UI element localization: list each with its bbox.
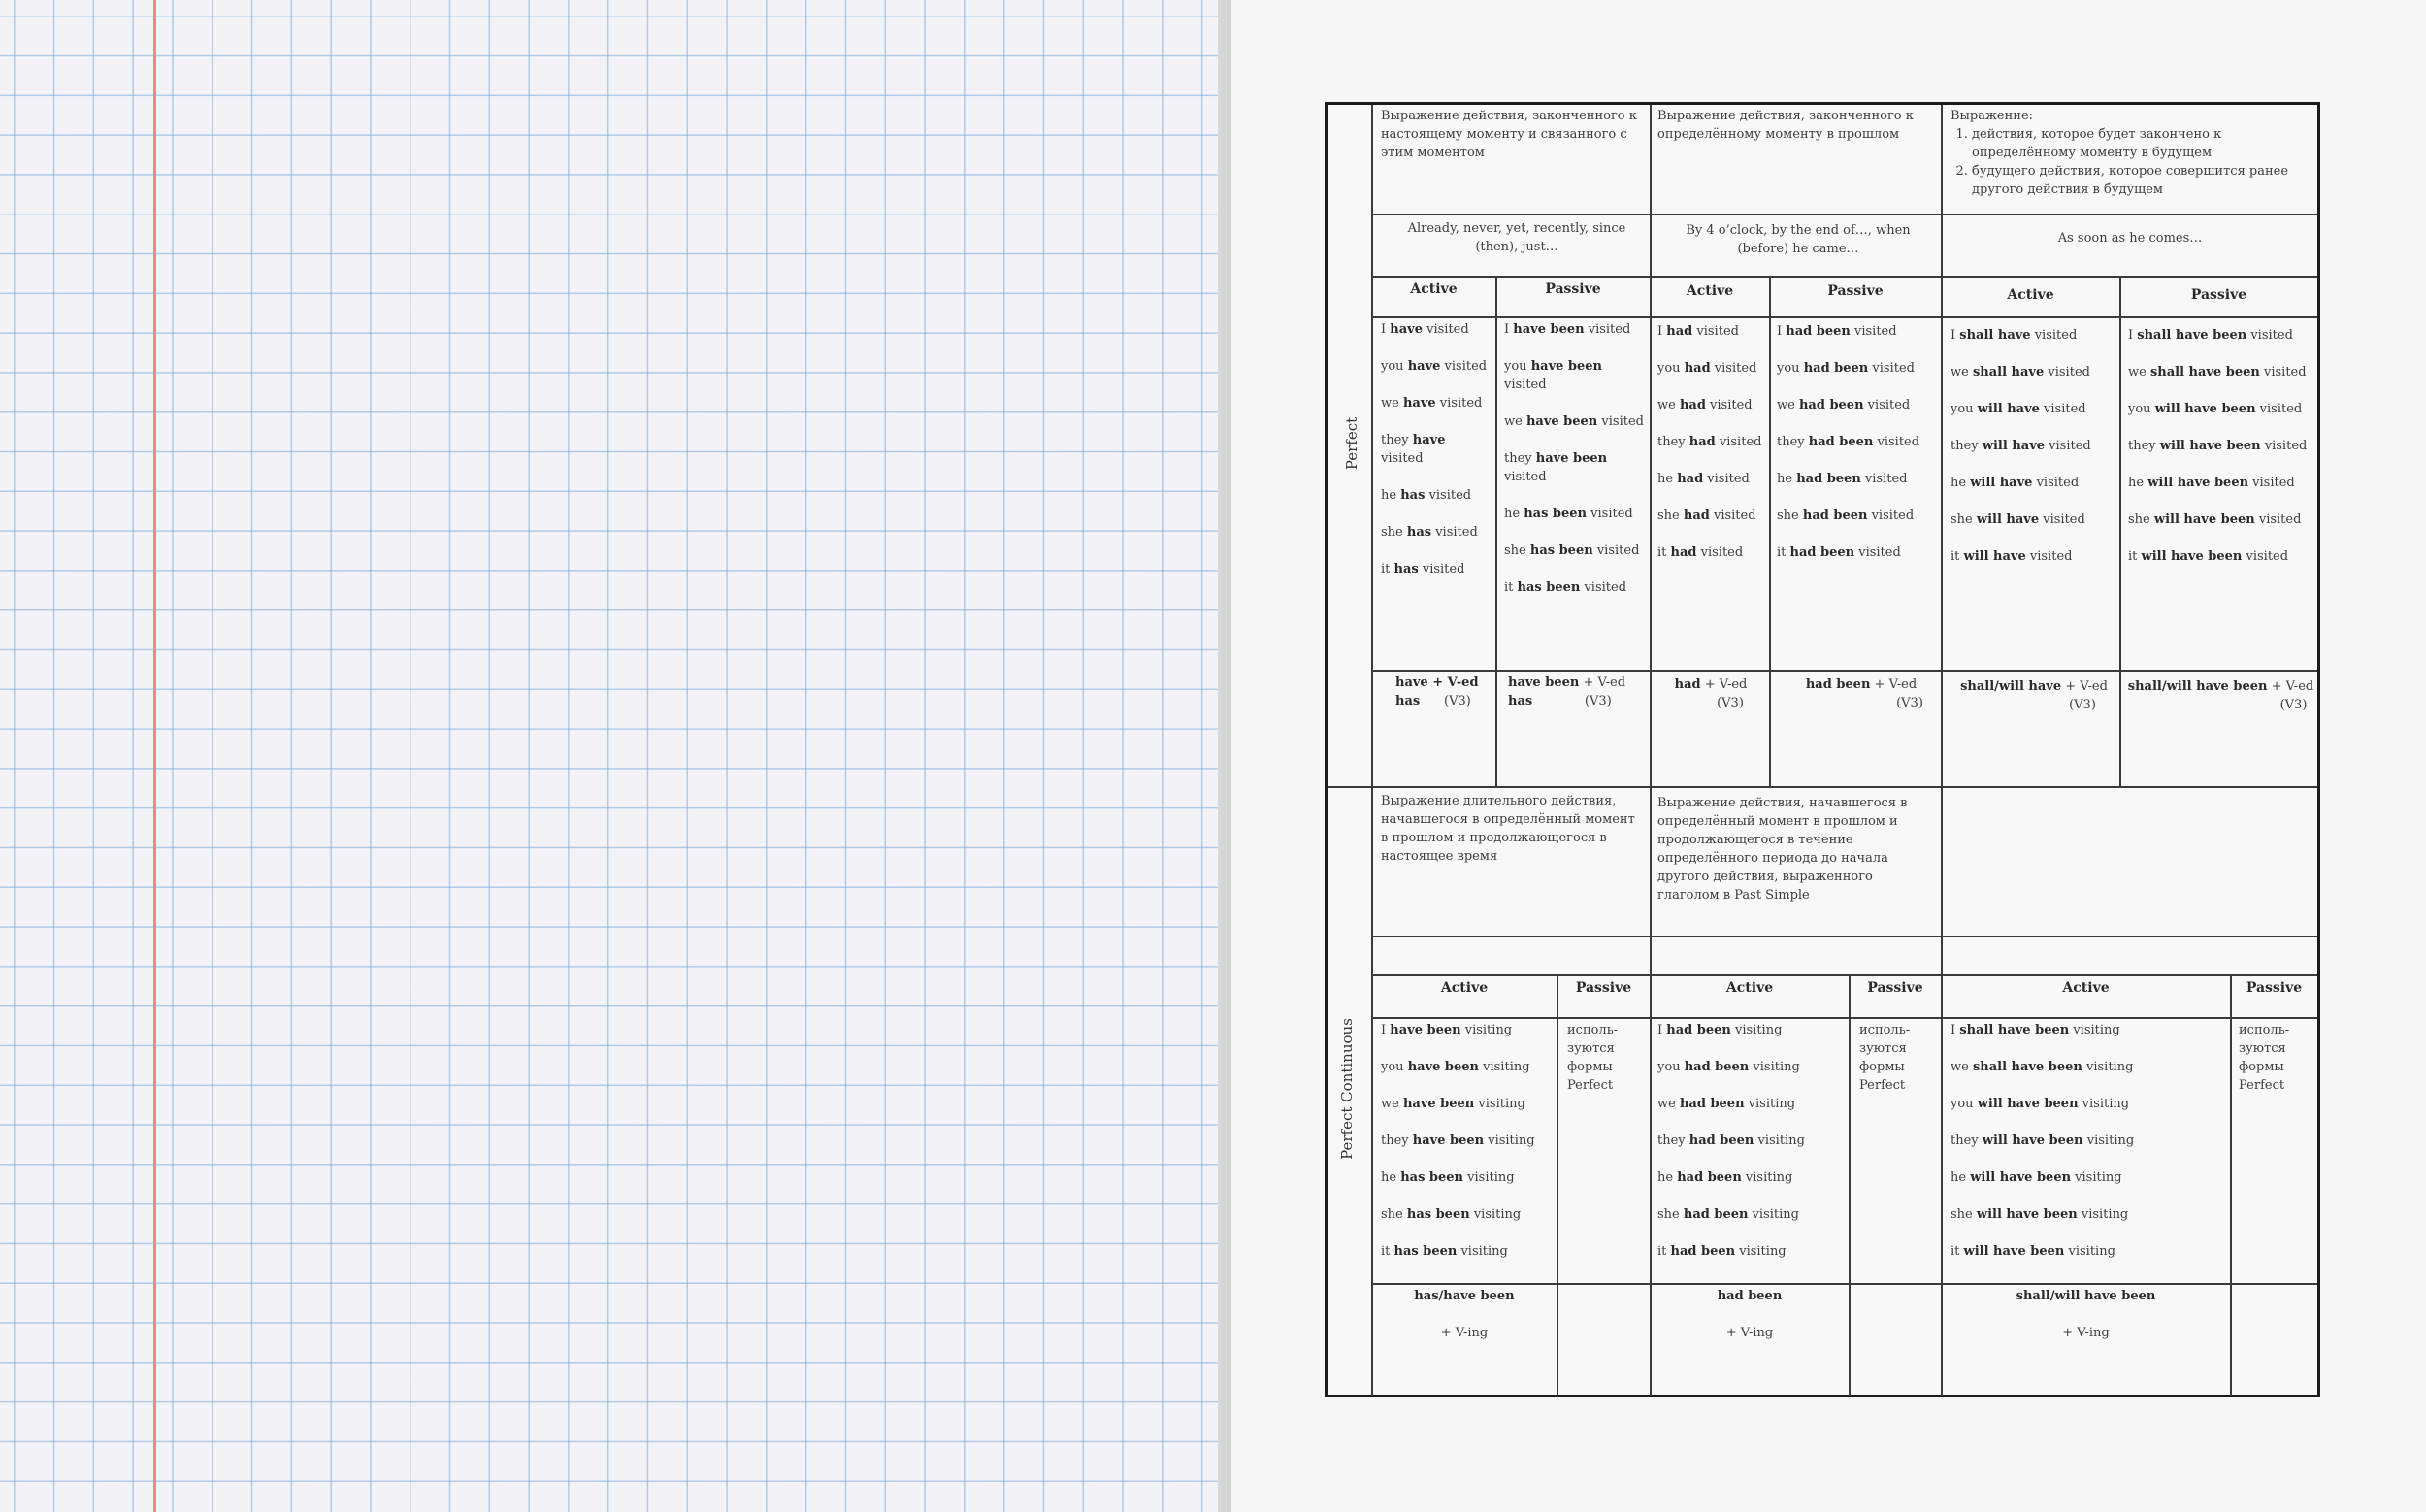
conjugation-row: they will have visited [1951, 439, 2091, 453]
perfect-past-markers: By 4 o’clock, by the end of…, when (before) he came… [1686, 223, 1911, 256]
conjugation-row: you have been visited [1504, 359, 1602, 392]
formula-line: (V3) [1717, 696, 1744, 710]
formula-line: (V3) [2069, 698, 2096, 712]
conjugation-row: it had been visiting [1657, 1244, 1787, 1259]
conjugation-row: I shall have been visiting [1951, 1023, 2120, 1037]
conjugation-row: it will have been visiting [1951, 1244, 2115, 1259]
conjugation-row: she had been visiting [1657, 1207, 1799, 1222]
continuous-future-formula [1942, 1287, 2230, 1342]
perfect-past-active-list [1657, 322, 1766, 580]
conjugation-row: they have been visited [1504, 451, 1608, 484]
continuous-present-active-header: Active [1440, 980, 1489, 996]
perfect-future-description [1951, 107, 2310, 199]
future-description-item-2: 2. будущего действия, которое совершится ранее другого действия в будущем [1972, 162, 2310, 199]
perfect-present-active-formula [1395, 674, 1492, 710]
conjugation-row: she will have been visited [2128, 512, 2302, 527]
conjugation-row: we have been visited [1504, 414, 1644, 429]
formula-line: had been [1717, 1289, 1783, 1303]
conjugation-row: he has been visited [1504, 507, 1633, 521]
formula-line: + V-ing [2062, 1326, 2110, 1340]
continuous-future-active-list [1951, 1021, 2227, 1279]
conjugation-row: I have visited [1381, 322, 1469, 337]
conjugation-row: we had visited [1657, 398, 1753, 412]
conjugation-row: we shall have been visited [2128, 365, 2307, 379]
conjugation-row: we have visited [1381, 396, 1483, 411]
conjugation-row: he will have visited [1951, 476, 2080, 490]
formula-line: (V3) [1584, 694, 1612, 708]
perfect-future-passive-header: Passive [2190, 287, 2247, 303]
perfect-future-passive-formula: shall/will have been + V-ed (V3) [2121, 677, 2320, 714]
continuous-future-passive-header: Passive [2246, 980, 2303, 996]
conjugation-row: you had been visited [1777, 361, 1915, 376]
continuous-present-passive-header: Passive [1575, 980, 1632, 996]
conjugation-row: he has visited [1381, 488, 1472, 503]
conjugation-row: she has been visited [1504, 543, 1640, 558]
conjugation-row: they had been visiting [1657, 1134, 1805, 1148]
formula-line: has/have been [1414, 1289, 1515, 1303]
continuous-past-passive-header: Passive [1867, 980, 1923, 996]
notebook-spine [1218, 0, 1231, 1512]
continuous-future-active-header: Active [2062, 980, 2110, 996]
formula-line: + V-ing [1725, 1326, 1774, 1340]
perfect-present-passive-formula: have been + V-ed has (V3) [1508, 675, 1626, 708]
conjugation-row: we had been visiting [1657, 1097, 1796, 1111]
formula-line: shall/will have been [2016, 1289, 2156, 1303]
conjugation-row: they will have been visiting [1951, 1134, 2135, 1148]
perfect-present-markers: Already, never, yet, recently, since (then), just… [1407, 221, 1626, 254]
continuous-past-description: Выражение действия, начавшегося в определённый момент в прошлом и продолжающегося в течение определённого периода до начала другого действия, выраженного глаголом в Past Simple [1657, 796, 1908, 903]
grammar-table [1325, 102, 2320, 1397]
conjugation-row: he had visited [1657, 472, 1750, 486]
formula-line: (V3) [2279, 698, 2308, 712]
formula-line: (V3) [1896, 696, 1923, 710]
formula-line: has [1508, 694, 1533, 708]
conjugation-row: they had been visited [1777, 435, 1920, 449]
conjugation-row: she had been visited [1777, 509, 1915, 523]
perfect-past-active-header: Active [1686, 283, 1734, 299]
conjugation-row: I had visited [1657, 324, 1739, 339]
perfect-past-active-formula: had + V-ed (V3) [1657, 675, 1764, 712]
conjugation-row: they will have been visited [2128, 439, 2308, 453]
perfect-present-active-list [1381, 320, 1492, 597]
perfect-present-active-header: Active [1410, 281, 1458, 297]
perfect-past-passive-header: Passive [1827, 283, 1884, 299]
conjugation-row: he had been visiting [1657, 1170, 1793, 1185]
formula-line: (V3) [1444, 694, 1471, 708]
future-description-title: Выражение: [1951, 109, 2034, 123]
conjugation-row: he has been visiting [1381, 1170, 1515, 1185]
conjugation-row: I had been visited [1777, 324, 1897, 339]
conjugation-row: he had been visited [1777, 472, 1908, 486]
perfect-present-description: Выражение действия, законченного к настоящему моменту и связанного с этим моментом [1381, 109, 1637, 160]
conjugation-row: you have visited [1381, 359, 1488, 374]
perfect-present-passive-list [1504, 320, 1646, 615]
conjugation-row: we shall have been visiting [1951, 1060, 2134, 1074]
conjugation-row: he will have been visiting [1951, 1170, 2122, 1185]
conjugation-row: you had visited [1657, 361, 1757, 376]
conjugation-row: I shall have been visited [2128, 328, 2293, 343]
perfect-past-passive-list [1777, 322, 1938, 580]
conjugation-row: we shall have visited [1951, 365, 2090, 379]
continuous-past-active-header: Active [1725, 980, 1774, 996]
perfect-past-description: Выражение действия, законченного к определённому моменту в прошлом [1657, 109, 1914, 142]
conjugation-row: she has been visiting [1381, 1207, 1522, 1222]
continuous-past-formula [1651, 1287, 1849, 1342]
continuous-present-passive-note: исполь-зуются формы Perfect [1567, 1023, 1619, 1093]
continuous-present-description: Выражение длительного действия, начавшегося в определённый момент в прошлом и продолжающегося в настоящее время [1381, 794, 1635, 864]
continuous-present-active-list [1381, 1021, 1554, 1279]
perfect-past-passive-formula: had been + V-ed (V3) [1784, 675, 1939, 712]
conjugation-row: it had visited [1657, 545, 1744, 560]
conjugation-row: it will have visited [1951, 549, 2073, 564]
future-description-item-1: 1. действия, которое будет закончено к определённому моменту в будущем [1972, 125, 2310, 162]
conjugation-row: she will have visited [1951, 512, 2085, 527]
conjugation-row: you will have visited [1951, 402, 2086, 416]
continuous-present-formula [1372, 1287, 1557, 1342]
conjugation-row: you will have been visited [2128, 402, 2303, 416]
perfect-present-passive-header: Passive [1545, 281, 1601, 297]
conjugation-row: it has been visited [1504, 580, 1627, 595]
perfect-future-passive-list [2128, 326, 2314, 584]
conjugation-row: they have been visiting [1381, 1134, 1535, 1148]
conjugation-row: we have been visiting [1381, 1097, 1525, 1111]
conjugation-row: I have been visiting [1381, 1023, 1513, 1037]
perfect-future-active-formula: shall/will have + V-ed (V3) [1949, 677, 2119, 714]
conjugation-row: it has visited [1381, 562, 1465, 576]
conjugation-row: it will have been visited [2128, 549, 2289, 564]
conjugation-row: he will have been visited [2128, 476, 2295, 490]
conjugation-row: they have visited [1381, 433, 1446, 466]
formula-line: has [1395, 694, 1421, 708]
continuous-future-passive-note: исполь-зуются формы Perfect [2239, 1023, 2290, 1093]
conjugation-row: we had been visited [1777, 398, 1911, 412]
formula-line: + V-ing [1440, 1326, 1489, 1340]
conjugation-row: I had been visiting [1657, 1023, 1783, 1037]
conjugation-row: you will have been visiting [1951, 1097, 2130, 1111]
conjugation-row: I have been visited [1504, 322, 1631, 337]
formula-line: have + V-ed [1395, 675, 1479, 690]
conjugation-row: you had been visiting [1657, 1060, 1800, 1074]
conjugation-row: it has been visiting [1381, 1244, 1508, 1259]
conjugation-row: you have been visiting [1381, 1060, 1530, 1074]
conjugation-row: it had been visited [1777, 545, 1901, 560]
section-label-perfect: Perfect [1343, 416, 1361, 471]
perfect-future-active-list [1951, 326, 2117, 584]
conjugation-row: they had visited [1657, 435, 1762, 449]
margin-line [153, 0, 156, 1512]
conjugation-row: she has visited [1381, 525, 1478, 540]
conjugation-row: she will have been visiting [1951, 1207, 2129, 1222]
continuous-past-active-list [1657, 1021, 1847, 1279]
section-label-perfect-continuous: Perfect Continuous [1338, 1018, 1356, 1160]
perfect-future-active-header: Active [2007, 287, 2054, 303]
conjugation-row: she had visited [1657, 509, 1756, 523]
conjugation-row: I shall have visited [1951, 328, 2078, 343]
continuous-past-passive-note: исполь-зуются формы Perfect [1859, 1023, 1911, 1093]
perfect-future-markers: As soon as he comes… [2057, 231, 2203, 246]
